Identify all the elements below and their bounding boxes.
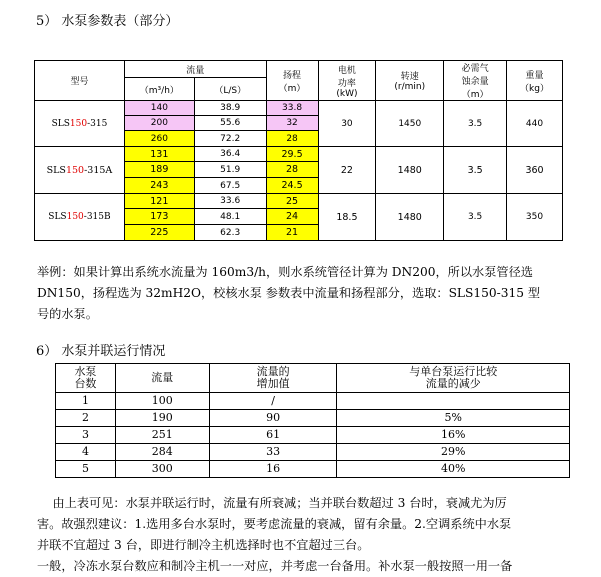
head-cell: 29.5: [266, 147, 318, 162]
npsh-cell: 3.5: [444, 194, 507, 241]
header-pump-count: 水泵 台数: [56, 364, 116, 393]
model-cell: SLS150-315A: [35, 147, 125, 194]
flow-ls-cell: 38.9: [194, 101, 266, 116]
reduction-cell: 29%: [337, 444, 570, 461]
head-cell: 28: [266, 162, 318, 178]
table-row: [56, 461, 570, 478]
count-cell: 1: [56, 393, 116, 410]
head-cell: 32: [266, 116, 318, 131]
flow-ls-cell: 36.4: [194, 147, 266, 162]
flow-cell: 300: [115, 461, 209, 478]
head-cell: 24.5: [266, 178, 318, 194]
flow-m3h-cell: 200: [124, 116, 194, 131]
header-npsh: 必需气 蚀余量 （m）: [444, 61, 507, 101]
pump-parameter-table: [34, 60, 563, 241]
head-cell: 25: [266, 194, 318, 209]
flow-m3h-cell: 121: [124, 194, 194, 209]
flow-m3h-cell: 131: [124, 147, 194, 162]
flow-m3h-cell: 189: [124, 162, 194, 178]
speed-cell: 1480: [376, 194, 444, 241]
count-cell: 3: [56, 427, 116, 444]
header-flow: 流量: [115, 364, 209, 393]
head-cell: 24: [266, 209, 318, 225]
flow-ls-cell: 51.9: [194, 162, 266, 178]
table-row: [56, 410, 570, 427]
count-cell: 4: [56, 444, 116, 461]
flow-m3h-cell: 243: [124, 178, 194, 194]
increase-cell: 33: [209, 444, 337, 461]
header-weight: 重量 （kg）: [507, 61, 563, 101]
flow-ls-cell: 67.5: [194, 178, 266, 194]
header-model: 型号: [35, 61, 125, 101]
power-cell: 30: [318, 101, 376, 147]
header-motor-power: 电机 功率 (kW): [318, 61, 376, 101]
flow-m3h-cell: 173: [124, 209, 194, 225]
flow-ls-cell: 62.3: [194, 225, 266, 241]
header-head: 扬程 （m）: [266, 61, 318, 101]
weight-cell: 350: [507, 194, 563, 241]
speed-cell: 1450: [376, 101, 444, 147]
flow-m3h-cell: 260: [124, 131, 194, 147]
header-flow-reduction: 与单台泵运行比较 流量的减少: [337, 364, 570, 393]
reduction-cell: [337, 393, 570, 410]
count-cell: 2: [56, 410, 116, 427]
header-flow: 流量: [124, 61, 266, 78]
npsh-cell: 3.5: [444, 147, 507, 194]
flow-cell: 251: [115, 427, 209, 444]
weight-cell: 440: [507, 101, 563, 147]
conclusion-paragraph: 由上表可见：水泵并联运行时，流量有所衰减；当并联台数超过 3 台时，衰减尤为厉 害。故强烈建议：1.选用多台水泵时，要考虑流量的衰减，留有余量。2.空调系统中水泵 并联不宜超过 3 台，即进行制冷主机选择时也不宜超过三台。 一般，冷冻水泵台数应和制冷主机一一对应，并考虑一台备用。补水泵一般按照一用一备: [37, 496, 513, 573]
parallel-operation-table: [55, 363, 570, 478]
table-row: [56, 393, 570, 410]
reduction-cell: 5%: [337, 410, 570, 427]
flow-ls-cell: 55.6: [194, 116, 266, 131]
flow-cell: 190: [115, 410, 209, 427]
model-cell: SLS150-315B: [35, 194, 125, 241]
model-cell: SLS150-315: [35, 101, 125, 147]
flow-cell: 284: [115, 444, 209, 461]
table-row: [56, 427, 570, 444]
flow-ls-cell: 48.1: [194, 209, 266, 225]
head-cell: 21: [266, 225, 318, 241]
header-flow-m3h: （m³/h）: [124, 78, 194, 101]
flow-ls-cell: 72.2: [194, 131, 266, 147]
increase-cell: 16: [209, 461, 337, 478]
reduction-cell: 16%: [337, 427, 570, 444]
flow-cell: 100: [115, 393, 209, 410]
header-flow-ls: （L/S）: [194, 78, 266, 101]
npsh-cell: 3.5: [444, 101, 507, 147]
flow-ls-cell: 33.6: [194, 194, 266, 209]
count-cell: 5: [56, 461, 116, 478]
power-cell: 18.5: [318, 194, 376, 241]
example-paragraph: 举例：如果计算出系统水流量为 160m3/h，则水系统管径计算为 DN200，所以水泵管径选 DN150，扬程选为 32mH2O，校核水泵 参数表中流量和扬程部分，选取：SLS150-315 型 号的水泵。: [37, 265, 541, 321]
increase-cell: 90: [209, 410, 337, 427]
header-flow-increase: 流量的 增加值: [209, 364, 337, 393]
speed-cell: 1480: [376, 147, 444, 194]
reduction-cell: 40%: [337, 461, 570, 478]
increase-cell: 61: [209, 427, 337, 444]
head-cell: 33.8: [266, 101, 318, 116]
header-speed: 转速 (r/min): [376, 61, 444, 101]
table-row: [56, 444, 570, 461]
increase-cell: /: [209, 393, 337, 410]
power-cell: 22: [318, 147, 376, 194]
flow-m3h-cell: 140: [124, 101, 194, 116]
flow-m3h-cell: 225: [124, 225, 194, 241]
section-5-title: 5） 水泵参数表（部分）: [36, 14, 179, 29]
head-cell: 28: [266, 131, 318, 147]
weight-cell: 360: [507, 147, 563, 194]
section-6-title: 6） 水泵并联运行情况: [36, 344, 166, 359]
